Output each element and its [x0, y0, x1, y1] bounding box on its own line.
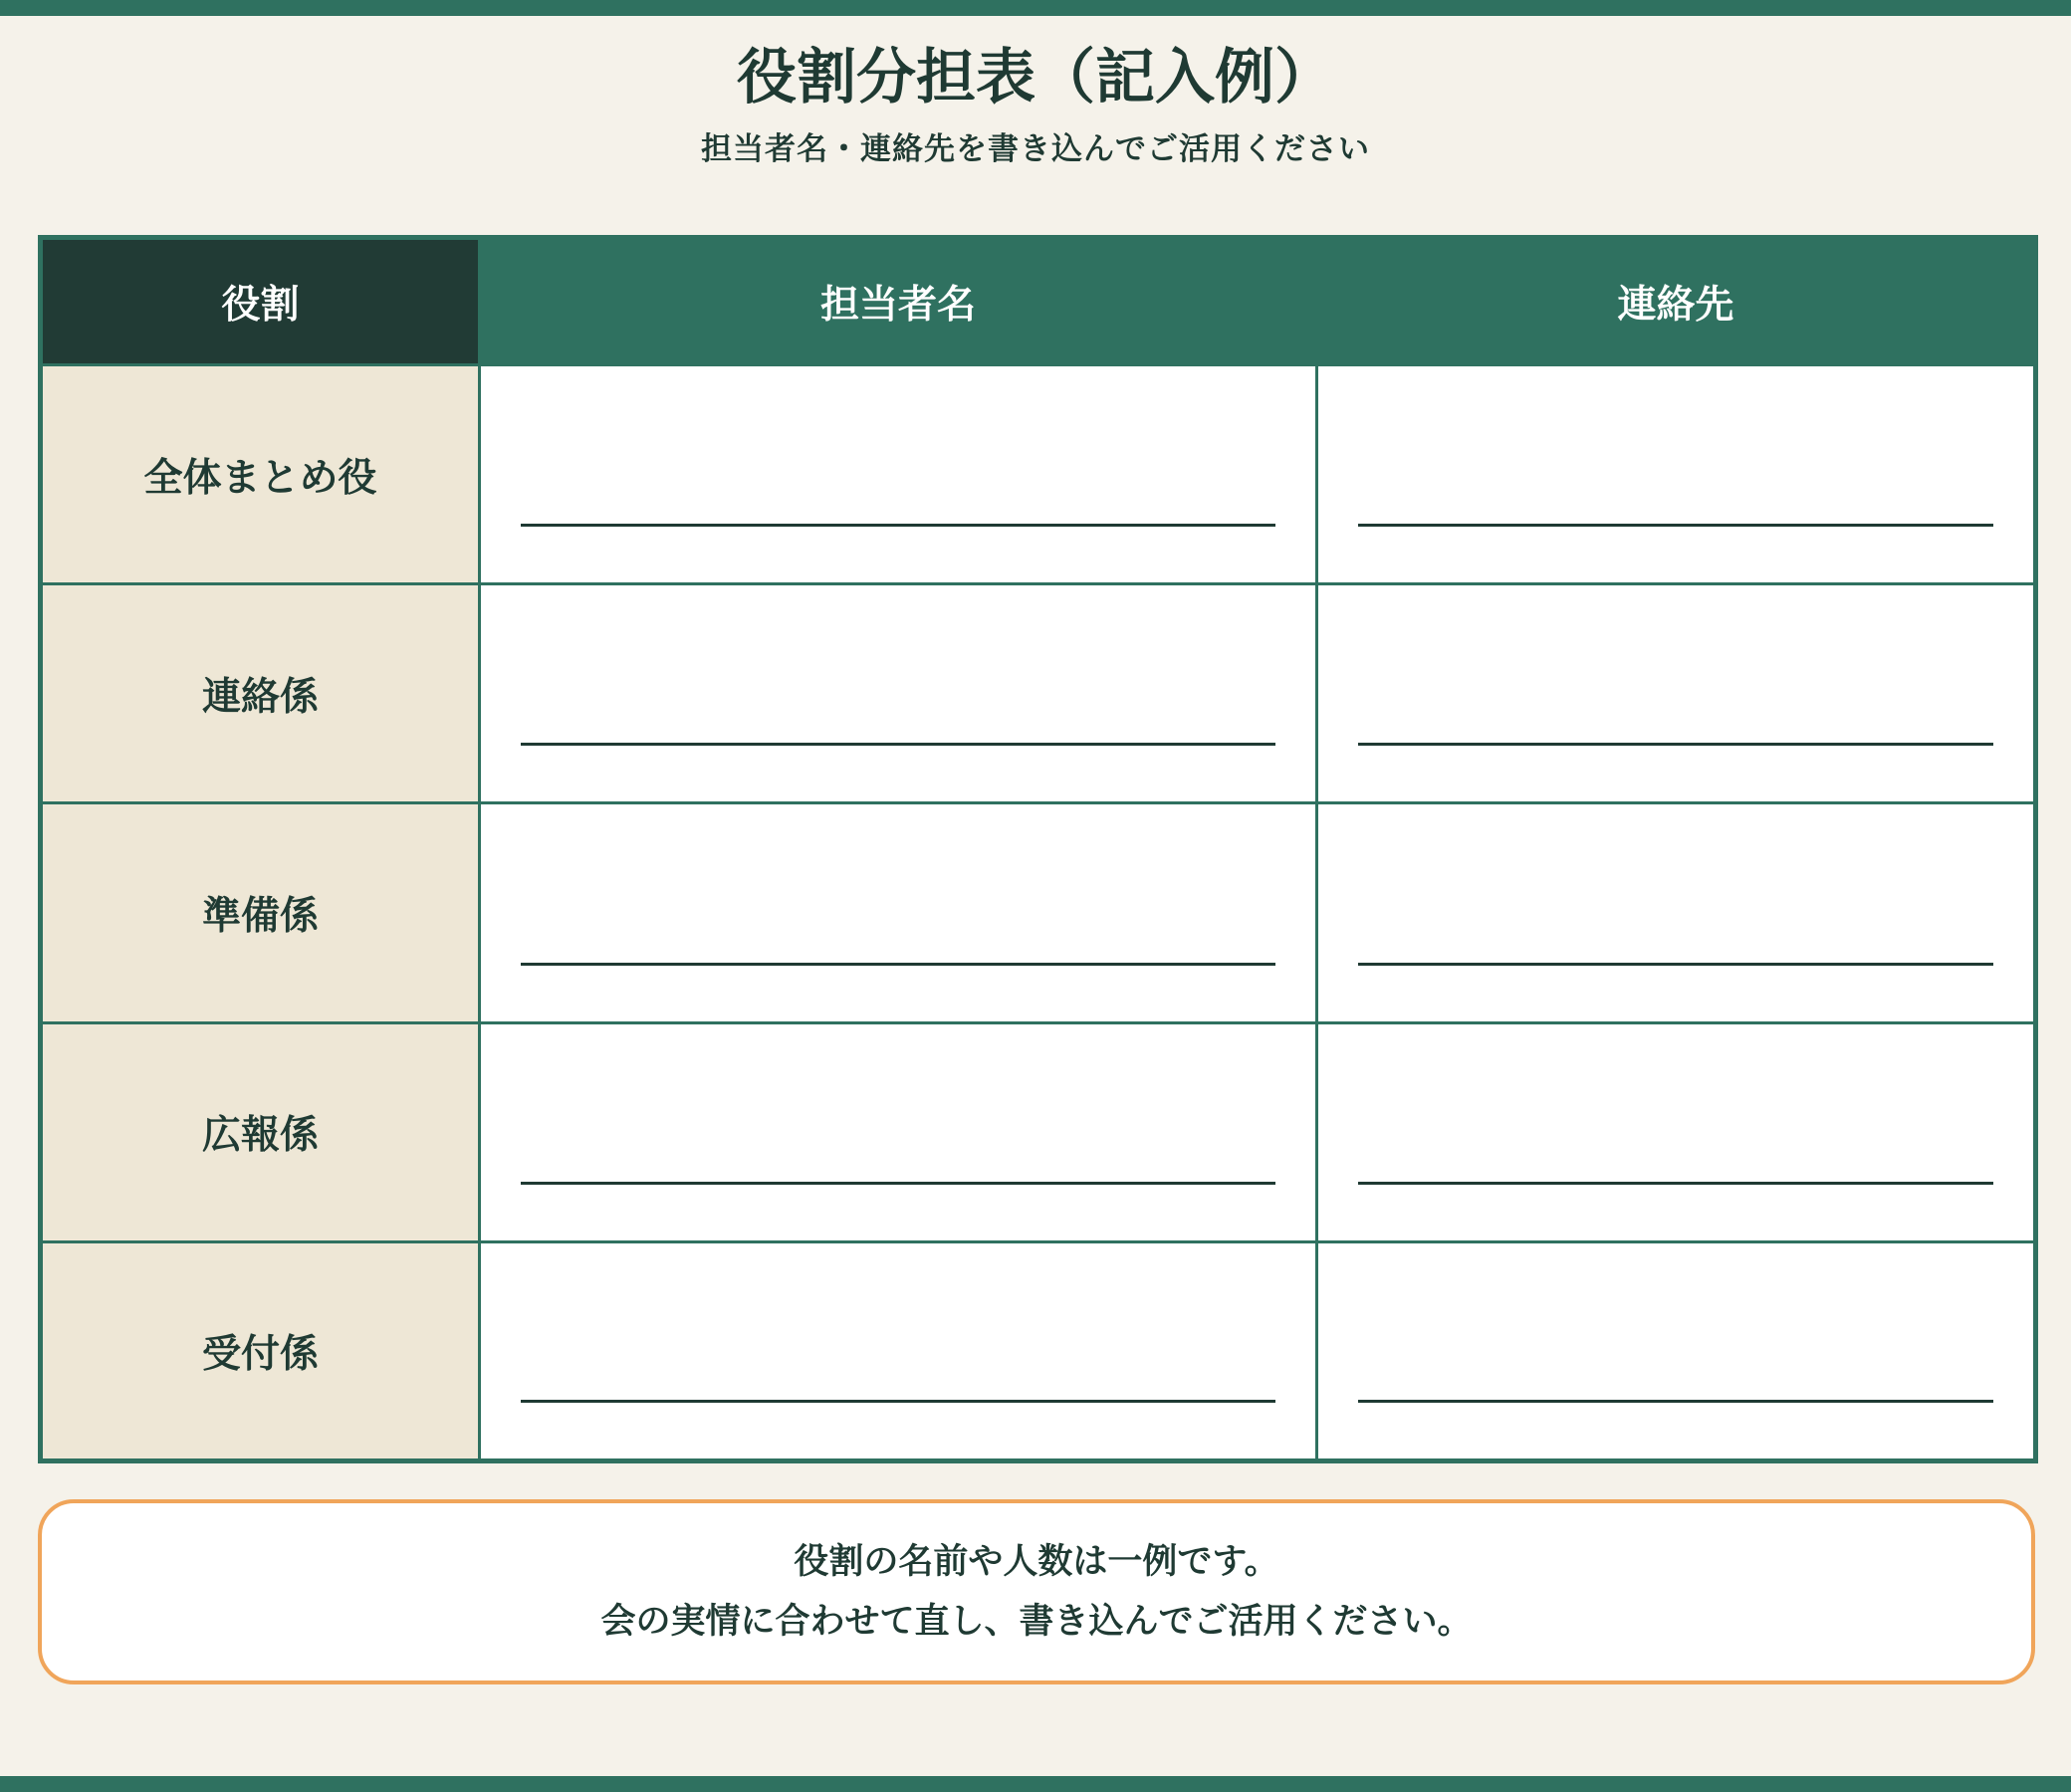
name-write-line — [521, 1400, 1275, 1403]
column-header-name: 担当者名 — [480, 238, 1317, 365]
role-label: 全体まとめ役 — [41, 365, 480, 584]
contact-entry-cell[interactable] — [1317, 803, 2036, 1022]
column-header-role: 役割 — [41, 238, 480, 365]
note-line: 会の実情に合わせて直し、書き込んでご活用ください。 — [600, 1602, 1473, 1642]
name-entry-cell[interactable] — [480, 1022, 1317, 1241]
note-line: 役割の名前や人数は一例です。 — [794, 1542, 1279, 1582]
contact-write-line — [1358, 524, 1993, 527]
contact-write-line — [1358, 1400, 1993, 1403]
page-title: 役割分担表（記入例） — [737, 43, 1334, 112]
name-entry-cell[interactable] — [480, 803, 1317, 1022]
name-entry-cell[interactable] — [480, 1241, 1317, 1460]
role-label: 連絡係 — [41, 584, 480, 803]
role-assignment-table — [38, 235, 2038, 1463]
column-header-contact: 連絡先 — [1317, 238, 2036, 365]
top-accent-bar — [0, 0, 2071, 16]
usage-note-box — [38, 1499, 2035, 1684]
table-header-row — [41, 238, 2036, 365]
bottom-accent-bar — [0, 1776, 2071, 1792]
table-row — [41, 584, 2036, 803]
name-write-line — [521, 1182, 1275, 1185]
name-entry-cell[interactable] — [480, 365, 1317, 584]
page-subtitle: 担当者名・連絡先を書き込んでご活用ください — [701, 131, 1370, 167]
table-row — [41, 1022, 2036, 1241]
role-label: 受付係 — [41, 1241, 480, 1460]
contact-entry-cell[interactable] — [1317, 1241, 2036, 1460]
name-entry-cell[interactable] — [480, 584, 1317, 803]
contact-entry-cell[interactable] — [1317, 1022, 2036, 1241]
contact-write-line — [1358, 743, 1993, 746]
contact-write-line — [1358, 963, 1993, 966]
contact-write-line — [1358, 1182, 1993, 1185]
name-write-line — [521, 743, 1275, 746]
table-row — [41, 803, 2036, 1022]
table-row — [41, 1241, 2036, 1460]
contact-entry-cell[interactable] — [1317, 365, 2036, 584]
name-write-line — [521, 524, 1275, 527]
role-label: 広報係 — [41, 1022, 480, 1241]
contact-entry-cell[interactable] — [1317, 584, 2036, 803]
name-write-line — [521, 963, 1275, 966]
role-label: 準備係 — [41, 803, 480, 1022]
table-row — [41, 365, 2036, 584]
